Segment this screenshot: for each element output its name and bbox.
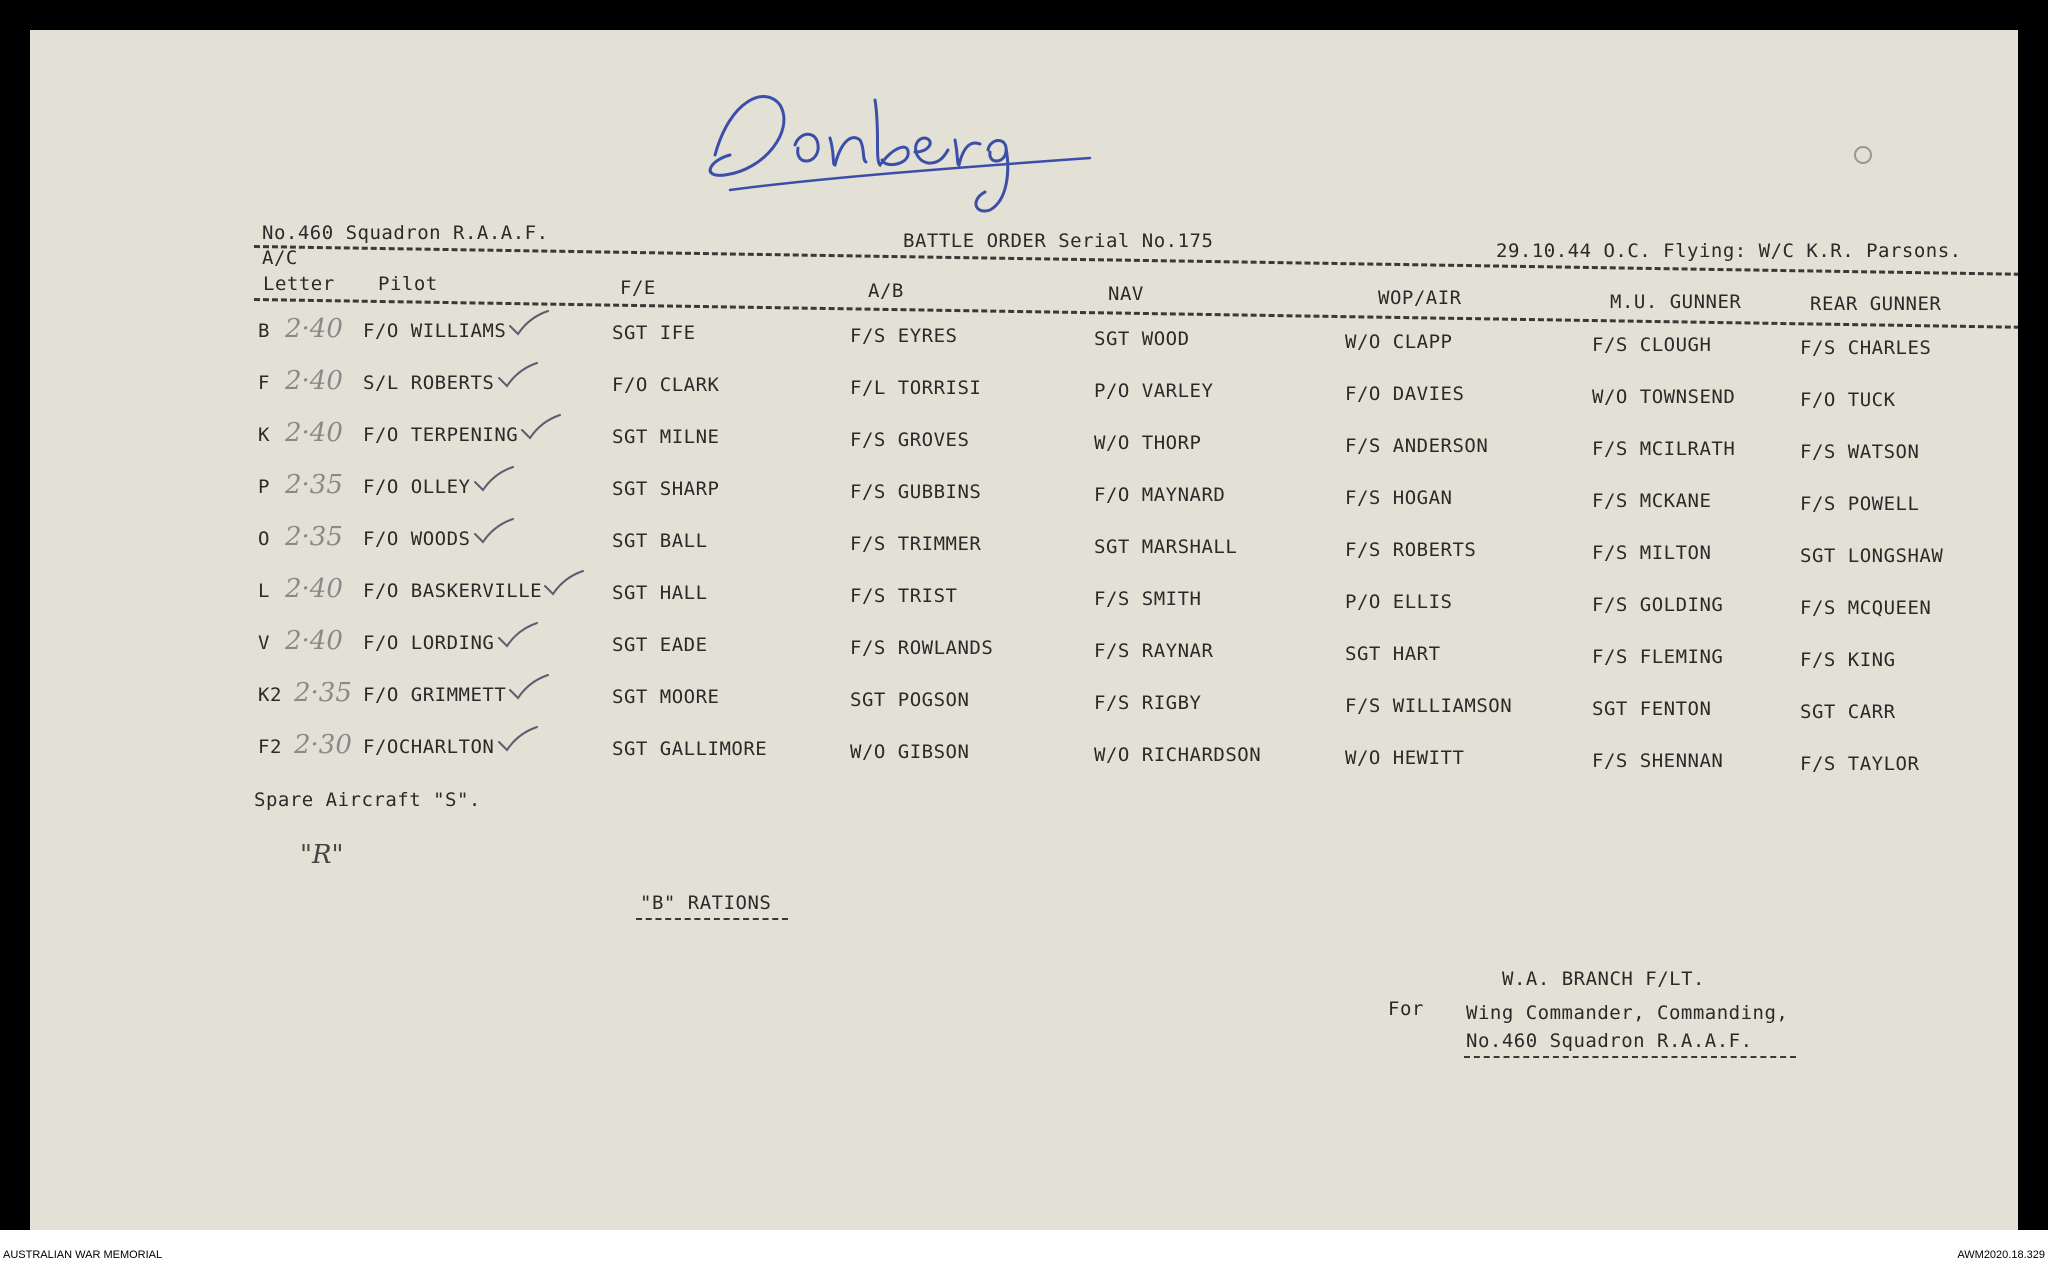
cell-ab: SGT POGSON (850, 689, 970, 711)
cell-pilot: F/O TERPENING (363, 424, 519, 446)
cell-mu: F/S FLEMING (1592, 646, 1724, 668)
cell-nav: P/O VARLEY (1094, 380, 1214, 402)
cell-ab: F/S GUBBINS (850, 481, 982, 503)
cell-pilot: F/O WILLIAMS (363, 320, 507, 342)
battle-order-heading: BATTLE ORDER Serial No.175 (903, 230, 1214, 252)
archive-footer (0, 1230, 2048, 1275)
cell-mu: F/S GOLDING (1592, 594, 1724, 616)
cell-letter: O (258, 528, 270, 550)
pencil-time-note: 2·40 (285, 574, 343, 604)
cell-letter: B (258, 320, 270, 342)
paper-hole-mark (1848, 140, 1878, 170)
cell-wop: F/S ANDERSON (1345, 435, 1489, 457)
check-mark-icon (518, 414, 562, 440)
squadron-heading: No.460 Squadron R.A.A.F. (262, 222, 549, 244)
cell-letter: L (258, 580, 270, 602)
check-mark-icon (495, 622, 539, 648)
cell-wop: W/O CLAPP (1345, 331, 1453, 353)
cell-nav: W/O THORP (1094, 432, 1202, 454)
rations-underline (636, 918, 788, 920)
cell-rear: F/S MCQUEEN (1800, 597, 1932, 619)
pencil-time-note: 2·35 (294, 678, 352, 708)
cell-nav: F/S SMITH (1094, 588, 1202, 610)
cell-wop: F/S WILLIAMSON (1345, 695, 1513, 717)
table-row (30, 678, 2018, 724)
table-row (30, 366, 2018, 412)
cell-pilot: F/O WOODS (363, 528, 471, 550)
cell-fe: SGT EADE (612, 634, 708, 656)
cell-letter: K (258, 424, 270, 446)
cell-letter: P (258, 476, 270, 498)
cell-pilot: F/O OLLEY (363, 476, 471, 498)
table-row (30, 418, 2018, 464)
cell-pilot: F/O LORDING (363, 632, 495, 654)
check-mark-icon (495, 726, 539, 752)
cell-mu: W/O TOWNSEND (1592, 386, 1736, 408)
cell-mu: SGT FENTON (1592, 698, 1712, 720)
cell-mu: F/S MILTON (1592, 542, 1712, 564)
check-mark-icon (506, 674, 550, 700)
cell-rear: F/S KING (1800, 649, 1896, 671)
cell-pilot: F/OCHARLTON (363, 736, 495, 758)
cell-ab: F/L TORRISI (850, 377, 982, 399)
handwritten-signature (670, 60, 1150, 220)
cell-wop: W/O HEWITT (1345, 747, 1465, 769)
cell-nav: SGT WOOD (1094, 328, 1190, 350)
col-mu-header: M.U. GUNNER (1610, 291, 1742, 313)
table-row (30, 522, 2018, 568)
col-rear-header: REAR GUNNER (1810, 293, 1942, 315)
check-mark-icon (471, 466, 515, 492)
check-mark-icon (506, 310, 550, 336)
cell-letter: K2 (258, 684, 282, 706)
cell-mu: F/S MCKANE (1592, 490, 1712, 512)
check-mark-icon (495, 362, 539, 388)
archive-reference: AWM2020.18.329 (1957, 1249, 2045, 1261)
check-mark-icon (541, 570, 585, 596)
cell-ab: F/S TRIMMER (850, 533, 982, 555)
cell-nav: F/O MAYNARD (1094, 484, 1226, 506)
table-row (30, 574, 2018, 620)
pencil-time-note: 2·35 (285, 522, 343, 552)
cell-rear: SGT CARR (1800, 701, 1896, 723)
cell-fe: SGT BALL (612, 530, 708, 552)
table-row (30, 626, 2018, 672)
pencil-time-note: 2·40 (285, 366, 343, 396)
document-page (30, 30, 2018, 1230)
cell-rear: F/S POWELL (1800, 493, 1920, 515)
archive-name: AUSTRALIAN WAR MEMORIAL (3, 1249, 163, 1261)
signoff-underline (1464, 1056, 1796, 1058)
cell-fe: F/O CLARK (612, 374, 720, 396)
cell-ab: F/S ROWLANDS (850, 637, 994, 659)
table-row (30, 314, 2018, 360)
cell-wop: F/O DAVIES (1345, 383, 1465, 405)
signoff-name: W.A. BRANCH F/LT. (1502, 968, 1705, 990)
table-row (30, 730, 2018, 776)
cell-ab: F/S GROVES (850, 429, 970, 451)
cell-wop: SGT HART (1345, 643, 1441, 665)
cell-fe: SGT GALLIMORE (612, 738, 768, 760)
cell-nav: W/O RICHARDSON (1094, 744, 1262, 766)
col-letter-header: Letter (263, 273, 335, 295)
signoff-line2: No.460 Squadron R.A.A.F. (1466, 1030, 1753, 1052)
pencil-time-note: 2·40 (285, 418, 343, 448)
pencil-time-note: 2·30 (294, 730, 352, 760)
col-fe-header: F/E (620, 277, 656, 299)
cell-fe: SGT IFE (612, 322, 696, 344)
pencil-time-note: 2·40 (285, 314, 343, 344)
cell-mu: F/S MCILRATH (1592, 438, 1736, 460)
col-wop-header: WOP/AIR (1378, 287, 1462, 309)
pencil-time-note: 2·40 (285, 626, 343, 656)
col-nav-header: NAV (1108, 283, 1144, 305)
cell-nav: SGT MARSHALL (1094, 536, 1238, 558)
cell-letter: F2 (258, 736, 282, 758)
cell-pilot: F/O GRIMMETT (363, 684, 507, 706)
date-flying-heading: 29.10.44 O.C. Flying: W/C K.R. Parsons. (1496, 240, 1962, 262)
cell-nav: F/S RAYNAR (1094, 640, 1214, 662)
cell-wop: F/S HOGAN (1345, 487, 1453, 509)
cell-ab: F/S TRIST (850, 585, 958, 607)
cell-fe: SGT SHARP (612, 478, 720, 500)
cell-wop: P/O ELLIS (1345, 591, 1453, 613)
cell-mu: F/S SHENNAN (1592, 750, 1724, 772)
col-ac-label: A/C (262, 247, 298, 269)
pencil-time-note: 2·35 (285, 470, 343, 500)
signoff-for: For (1388, 998, 1424, 1020)
cell-fe: SGT HALL (612, 582, 708, 604)
cell-ab: W/O GIBSON (850, 741, 970, 763)
cell-wop: F/S ROBERTS (1345, 539, 1477, 561)
check-mark-icon (471, 518, 515, 544)
cell-rear: F/S WATSON (1800, 441, 1920, 463)
cell-letter: F (258, 372, 270, 394)
cell-mu: F/S CLOUGH (1592, 334, 1712, 356)
col-pilot-header: Pilot (378, 273, 438, 295)
cell-fe: SGT MOORE (612, 686, 720, 708)
cell-rear: F/S CHARLES (1800, 337, 1932, 359)
cell-rear: SGT LONGSHAW (1800, 545, 1944, 567)
cell-nav: F/S RIGBY (1094, 692, 1202, 714)
rations-note: "B" RATIONS (640, 892, 772, 914)
cell-pilot: S/L ROBERTS (363, 372, 495, 394)
spare-aircraft-note: Spare Aircraft "S". (254, 789, 481, 811)
cell-letter: V (258, 632, 270, 654)
col-ab-header: A/B (868, 280, 904, 302)
cell-pilot: F/O BASKERVILLE (363, 580, 543, 602)
cell-fe: SGT MILNE (612, 426, 720, 448)
cell-ab: F/S EYRES (850, 325, 958, 347)
handwritten-r-note: "R" (300, 840, 344, 870)
cell-rear: F/O TUCK (1800, 389, 1896, 411)
cell-rear: F/S TAYLOR (1800, 753, 1920, 775)
table-row (30, 470, 2018, 516)
signoff-line1: Wing Commander, Commanding, (1466, 1002, 1789, 1024)
